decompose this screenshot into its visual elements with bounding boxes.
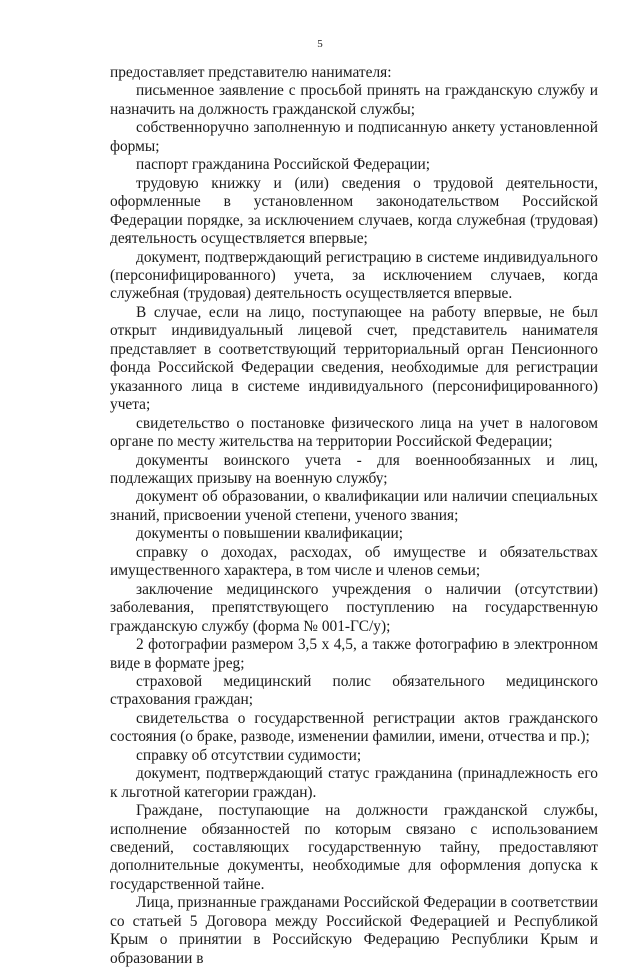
paragraph-crimea-citizens: Лица, признанные гражданами Российской Федерации в соответствии со статьей 5 Договора между Российской Федерацией и Республикой Крым о принятии в Российскую Федерацию Республики Крым и образовании в	[110, 894, 598, 967]
list-item-medical-policy: страховой медицинский полис обязательного медицинского страхования граждан;	[110, 672, 598, 709]
list-item-no-criminal-record: справку об отсутствии судимости;	[136, 746, 362, 764]
list-item-application: письменное заявление с просьбой принять на гражданскую службу и назначить на должность гражданской службы;	[110, 82, 598, 118]
list-item-questionnaire: собственноручно заполненную и подписанную анкету установленной формы;	[110, 119, 598, 155]
list-item-tax-certificate: свидетельство о постановке физического лица на учет в налоговом органе по месту жительства на территории Российской Федерации;	[110, 414, 598, 451]
document-body	[110, 64, 598, 968]
list-item-insurance-registration: документ, подтверждающий регистрацию в системе индивидуального (персонифицированного) учета, за исключением случаев, когда служебная (трудовая) деятельность осуществляется впервые.	[110, 248, 598, 303]
list-item-income-statement: справку о доходах, расходах, об имуществе и обязательствах имущественного характера, в том числе и членов семьи;	[110, 543, 598, 580]
list-item-military-documents: документы воинского учета - для военнообязанных и лиц, подлежащих призыву на военную службу;	[110, 451, 598, 487]
paragraph-first-employment: В случае, если на лицо, поступающее на работу впервые, не был открыт индивидуальный лицевой счет, представитель нанимателя представляет в соответствующий территориальный орган Пенсионного фонда Российской Федерации сведения, необходимые для регистрации указанного лица в системе индивидуального (персонифицированного) учета;	[110, 303, 598, 414]
list-item-qualification: документы о повышении квалификации;	[136, 525, 404, 543]
list-item-passport: паспорт гражданина Российской Федерации;	[136, 156, 431, 174]
paragraph-intro: предоставляет представителю нанимателя:	[110, 64, 392, 81]
list-item-photos: 2 фотографии размером 3,5 х 4,5, а также фотографию в электронном виде в формате jpeg;	[110, 636, 598, 672]
list-item-education: документ об образовании, о квалификации или наличии специальных знаний, присвоении ученой степени, ученого звания;	[110, 488, 598, 524]
list-item-status-document: документ, подтверждающий статус гражданина (принадлежность его к льготной категории граждан).	[110, 765, 598, 801]
list-item-civil-status: свидетельства о государственной регистрации актов гражданского состояния (о браке, разводе, изменении фамилии, имени, отчества и пр.);	[110, 709, 598, 746]
list-item-work-record: трудовую книжку и (или) сведения о трудовой деятельности, оформленные в установленном законодательством Российской Федерации порядке, за исключением случаев, когда служебная (трудовая) деятельность осуществляется впервые;	[110, 174, 598, 248]
list-item-medical-certificate: заключение медицинского учреждения о наличии (отсутствии) заболевания, препятствующего поступлению на государственную гражданскую службу (форма № 001-ГС/у);	[110, 580, 598, 635]
page-number: 5	[317, 38, 323, 50]
paragraph-state-secret: Граждане, поступающие на должности гражданской службы, исполнение обязанностей по которым связано с использованием сведений, составляющих государственную тайну, предоставляют дополнительные документы, необходимые для оформления допуска к государственной тайне.	[110, 802, 598, 893]
